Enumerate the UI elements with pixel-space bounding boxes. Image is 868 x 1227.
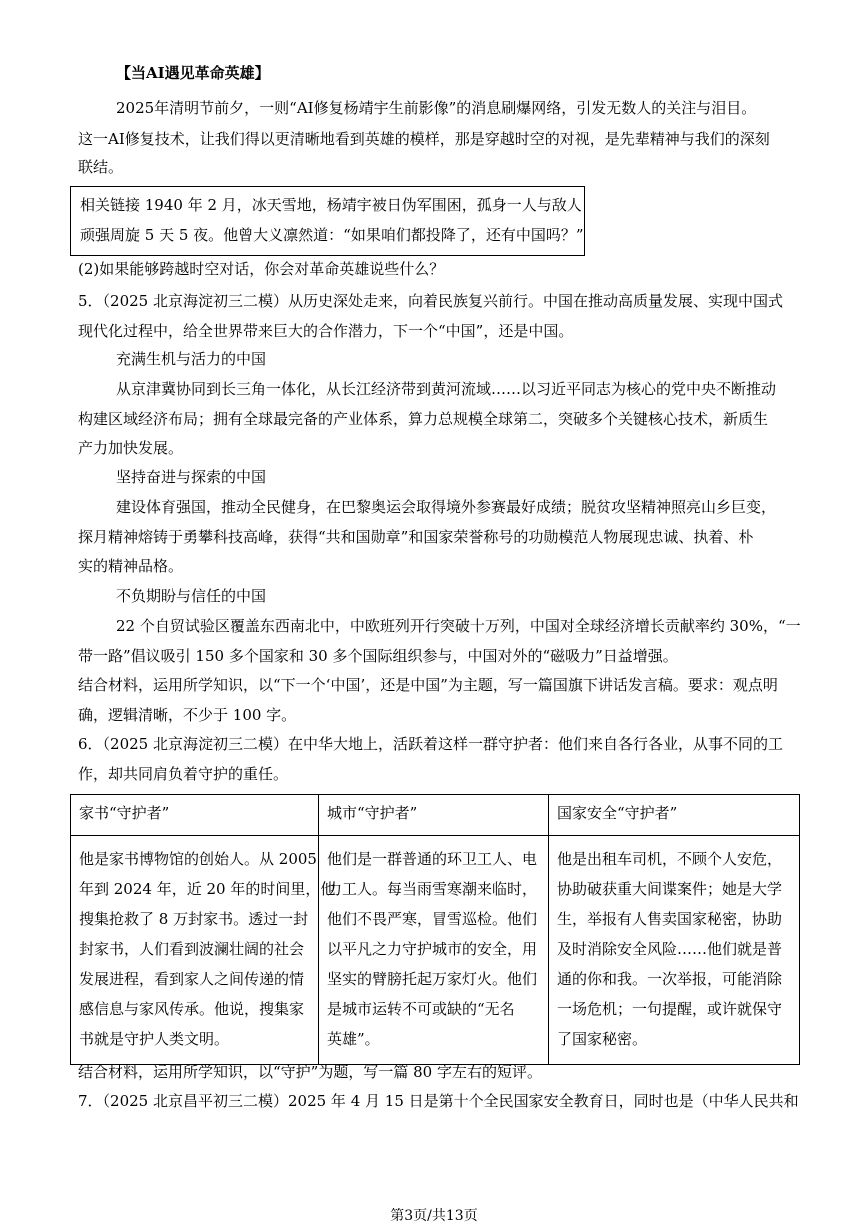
- table-cell: [71, 836, 336, 1065]
- q6-task: 结合材料，运用所学知识，以“守护”为题，写一篇 80 字左右的短评。: [78, 1063, 542, 1081]
- q5-subtitle: 坚持奋进与探索的中国: [116, 468, 267, 486]
- q5-para-line: 带一路”倡议吸引 150 多个国家和 30 多个国际组织参与，中国对外的“磁吸力”日益增强。: [78, 647, 678, 665]
- table-header-cell: 家书“守护者”: [71, 795, 319, 836]
- cell-line: 他们是一群普通的环卫工人、电: [327, 850, 538, 868]
- related-link-box: [70, 186, 585, 256]
- cell-line: 封家书，人们看到波澜壮阔的社会: [79, 940, 305, 958]
- q5-para-line: 实的精神品格。: [78, 557, 184, 575]
- q5-subtitle: 充满生机与活力的中国: [116, 350, 267, 368]
- cell-line: 坚实的臂膀托起万家灯火。他们: [327, 970, 538, 988]
- cell-line: 年到 2024 年，近 20 年的时间里，他: [79, 880, 336, 898]
- cell-line: 感信息与家风传承。他说，搜集家: [79, 1000, 305, 1018]
- cell-line: 他是家书博物馆的创始人。从 2005: [79, 850, 317, 868]
- cell-line: 搜集抢救了 8 万封家书。透过一封: [79, 910, 309, 928]
- cell-line: 一场危机；一句提醒，或许就保守: [557, 1000, 783, 1018]
- q5-para-line: 产力加快发展。: [78, 439, 184, 457]
- table-header-cell: 国家安全“守护者”: [549, 795, 800, 836]
- table-cell: [549, 836, 800, 1065]
- cell-line: 他是出租车司机，不顾个人安危，: [557, 850, 783, 868]
- paragraph-line: 这一AI修复技术，让我们得以更清晰地看到英雄的模样，那是穿越时空的对视，是先辈精神与我们的深刻: [78, 130, 770, 148]
- q5-para-line: 22 个自贸试验区覆盖东西南北中，中欧班列开行突破十万列，中国对全球经济增长贡献率约 30%，“一: [116, 617, 801, 635]
- page-footer: 第3页/共13页: [390, 1208, 478, 1224]
- table-row: [71, 836, 800, 1065]
- cell-line: 生，举报有人售卖国家秘密，协助: [557, 910, 783, 928]
- cell-line: 及时消除安全风险……他们就是普: [557, 940, 783, 958]
- paragraph-line: 2025年清明节前夕，一则“AI修复杨靖宇生前影像”的消息刷爆网络，引发无数人的关注与泪目。: [116, 99, 757, 117]
- cell-line: 书就是守护人类文明。: [79, 1030, 230, 1048]
- q5-task-line: 结合材料，运用所学知识，以“下一个‘中国’，还是中国”为主题，写一篇国旗下讲话发言稿。要求：观点明: [78, 676, 778, 694]
- cell-line: 协助破获重大间谍案件；她是大学: [557, 880, 783, 898]
- cell-line: 了国家秘密。: [557, 1030, 648, 1048]
- section-heading: 【当AI遇见革命英雄】: [116, 64, 270, 82]
- table-header-cell: 城市“守护者”: [319, 795, 549, 836]
- cell-line: 英雄”。: [327, 1030, 380, 1048]
- q5-para-line: 从京津冀协同到长三角一体化，从长江经济带到黄河流域……以习近平同志为核心的党中央不断推动: [116, 380, 777, 398]
- q5-subtitle: 不负期盼与信任的中国: [116, 587, 267, 605]
- q5-task-line: 确，逻辑清晰，不少于 100 字。: [78, 706, 297, 724]
- link-line: 相关链接 1940 年 2 月，冰天雪地，杨靖宇被日伪军围困，孤身一人与敌人: [80, 196, 582, 214]
- cell-line: 是城市运转不可或缺的“无名: [327, 1000, 515, 1018]
- cell-line: 以平凡之力守护城市的安全，用: [327, 940, 538, 958]
- cell-line: 发展进程，看到家人之间传递的情: [79, 970, 305, 988]
- q5-intro-line: 5．（2025 北京海淀初三二模）从历史深处走来，向着民族复兴前行。中国在推动高质量发展、实现中国式: [78, 292, 783, 310]
- question-2: (2)如果能够跨越时空对话，你会对革命英雄说些什么？: [78, 260, 445, 278]
- cell-line: 他们不畏严寒，冒雪巡检。他们: [327, 910, 538, 928]
- q7-intro: 7．（2025 北京昌平初三二模）2025 年 4 月 15 日是第十个全民国家安全教育日，同时也是（中华人民共和: [78, 1092, 799, 1110]
- cell-line: 通的你和我。一次举报，可能消除: [557, 970, 783, 988]
- link-line: 顽强周旋 5 天 5 夜。他曾大义凛然道：“如果咱们都投降了，还有中国吗？”: [80, 226, 584, 244]
- q5-para-line: 建设体育强国，推动全民健身，在巴黎奥运会取得境外参赛最好成绩；脱贫攻坚精神照亮山乡巨变，: [116, 498, 777, 516]
- table-cell: [319, 836, 549, 1065]
- table-header-row: [71, 795, 800, 836]
- q6-intro-line: 作，却共同肩负着守护的重任。: [78, 765, 289, 783]
- q5-intro-line: 现代化过程中，给全世界带来巨大的合作潜力，下一个“中国”，还是中国。: [78, 322, 574, 340]
- cell-line: 力工人。每当雨雪寒潮来临时，: [327, 880, 538, 898]
- q5-para-line: 探月精神熔铸于勇攀科技高峰，获得“共和国勋章”和国家荣誉称号的功勋模范人物展现忠诚、执着、朴: [78, 528, 754, 546]
- paragraph-line: 联结。: [78, 158, 124, 176]
- q6-intro-line: 6．（2025 北京海淀初三二模）在中华大地上，活跃着这样一群守护者：他们来自各行各业，从事不同的工: [78, 735, 783, 753]
- guardians-table: [70, 794, 800, 1065]
- q5-para-line: 构建区域经济布局；拥有全球最完备的产业体系，算力总规模全球第二，突破多个关键核心技术，新质生: [78, 410, 769, 428]
